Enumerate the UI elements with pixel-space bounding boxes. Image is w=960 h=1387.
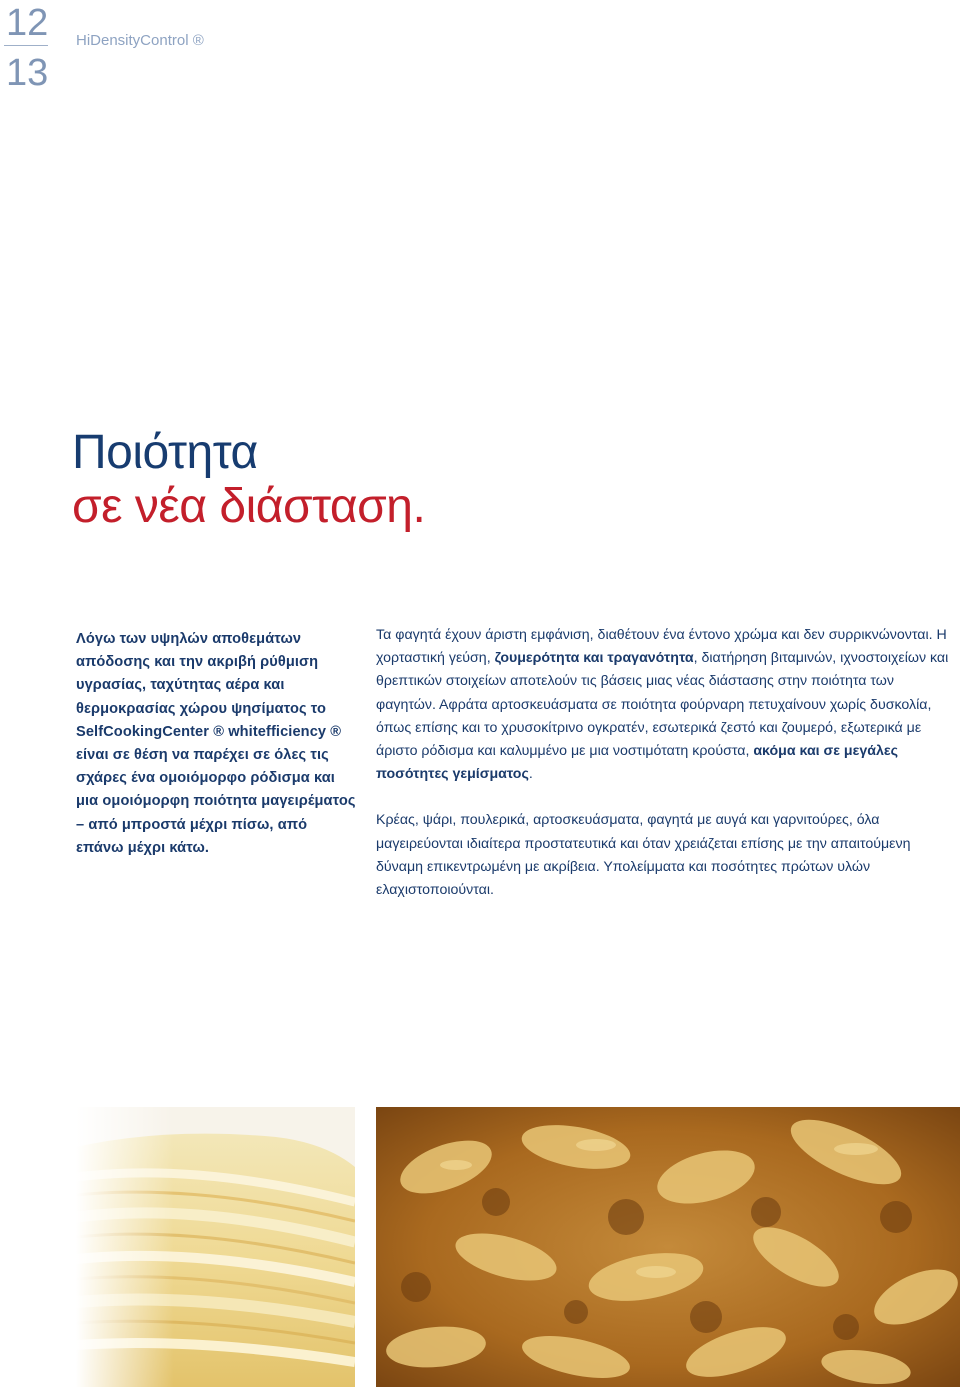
page-number-left: 12 xyxy=(6,2,49,44)
brand-header: HiDensityControl ® xyxy=(76,32,204,49)
gratin-slice-image xyxy=(76,1107,355,1387)
body-text-run: . xyxy=(528,766,533,783)
body-paragraph-2: Κρέας, ψάρι, πουλερικά, αρτοσκευάσματα, φαγητά με αυγά και γαρνιτούρες, όλα μαγειρεύονται ιδιαίτερα προστατευτικά και όταν χρειάζεται επίσης με την απαιτούμενη δύναμη επικεντρωμένη με ακρίβεια. Υπολείμματα και ποσότητες πρώτων υλών ελαχιστοποιούνται. xyxy=(376,812,911,899)
body-paragraph-1 xyxy=(376,624,956,786)
gratin-top-image xyxy=(376,1107,960,1387)
intro-paragraph: Λόγω των υψηλών αποθεμάτων απόδοσης και την ακριβή ρύθμιση υγρασίας, ταχύτητας αέρα και θερμοκρασίας χώρου ψησίματος το SelfCookingCenter ® whitefficiency ® είναι σε θέση να παρέχει σε όλες τις σχάρες ένα ομοιόμορφο ρόδισμα και μια ομοιόμορφη ποιότητα μαγειρέματος – από μπροστά μέχρι πίσω, από επάνω μέχρι κάτω. xyxy=(76,631,356,856)
body-text-run: , διατήρηση βιταμινών, ιχνοστοιχείων και θρεπτικών στοιχείων αποτελούν τις βάσεις μιας νέας διάστασης στην ποιότητα των φαγητών. Αφράτα αρτοσκευάσματα σε ποιότητα φούρναρη πετυχαίνουν χωρίς δυσκολία, όπως επίσης και το χρυσοκίτρινο ογκρατέν, εσωτερικά ζεστό και ζουμερό, εξωτερικά με άριστο ρόδισμα και καλυμμένο με μια νοστιμότατη κρούστα, xyxy=(376,650,949,760)
body-text-bold: ακόμα και σε μεγάλες ποσότητες γεμίσματος xyxy=(376,743,898,783)
page-number-divider xyxy=(4,45,48,46)
page-number-right: 13 xyxy=(6,52,49,94)
body-text-bold: ζουμερότητα και τραγανότητα xyxy=(494,650,694,667)
title-line-2: σε νέα διάσταση. xyxy=(72,480,426,533)
gratin-slice-photo xyxy=(76,1107,355,1387)
gratin-top-photo xyxy=(376,1107,960,1387)
body-text xyxy=(376,624,956,902)
body-text-run: Τα φαγητά έχουν άριστη εμφάνιση, διαθέτουν ένα έντονο χρώμα και δεν συρρικνώνονται. Η χορταστική γεύση, xyxy=(376,627,947,667)
title-line-1: Ποιότητα xyxy=(72,426,258,479)
page-title xyxy=(72,426,425,534)
